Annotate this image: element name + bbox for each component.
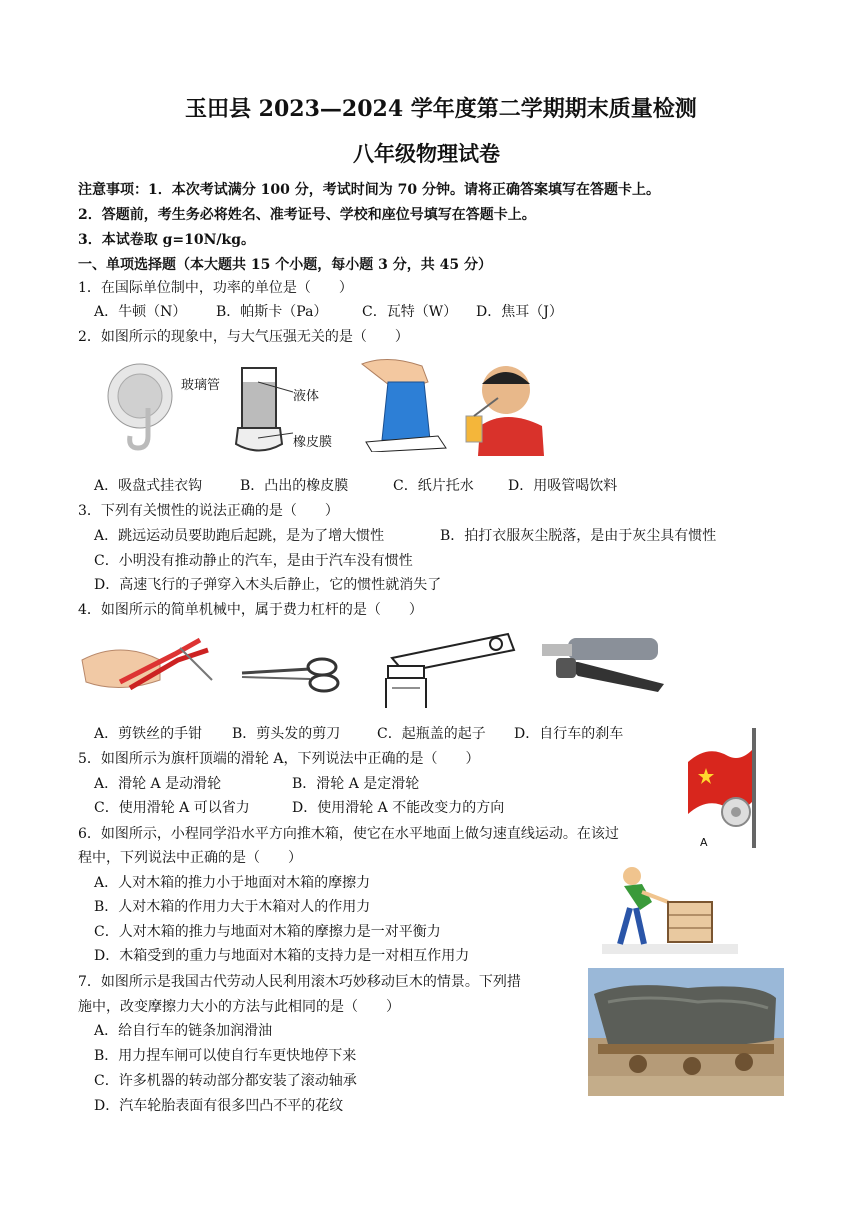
q4-option-b: B．剪头发的剪刀 xyxy=(232,726,341,742)
q2-stem: 2．如图所示的现象中，与大气压强无关的是（ ） xyxy=(78,329,409,345)
q1-option-a: A．牛顿（N） xyxy=(94,304,187,320)
q1-option-d: D．焦耳（J） xyxy=(476,304,563,320)
label-lines xyxy=(258,378,298,448)
q6-option-a: A．人对木箱的推力小于地面对木箱的摩擦力 xyxy=(94,875,371,891)
q6-option-b: B．人对木箱的作用力大于木箱对人的作用力 xyxy=(94,899,371,915)
q4-option-c: C．起瓶盖的起子 xyxy=(377,726,486,742)
flagpole-pulley-figure xyxy=(684,726,768,851)
pushing-box-figure xyxy=(602,862,740,956)
q7-stem-line2: 施中，改变摩擦力大小的方法与此相同的是（ ） xyxy=(78,999,400,1015)
note-3: 3．本试卷取 g=10N/kg。 xyxy=(78,232,256,248)
q4-option-d: D．自行车的刹车 xyxy=(514,726,624,742)
q6-stem-line1: 6．如图所示，小程同学沿水平方向推木箱，使它在水平地面上做匀速直线运动。在该过 xyxy=(78,826,619,842)
scissors-figure xyxy=(240,655,344,695)
bike-brake-figure xyxy=(538,632,668,707)
q5-option-a: A．滑轮 A 是动滑轮 xyxy=(94,776,222,792)
q2-option-c: C．纸片托水 xyxy=(393,478,474,494)
q5-stem: 5．如图所示为旗杆顶端的滑轮 A，下列说法中正确的是（ ） xyxy=(78,751,480,767)
q6-option-c: C．人对木箱的推力与地面对木箱的摩擦力是一对平衡力 xyxy=(94,924,441,940)
q5-option-b: B．滑轮 A 是定滑轮 xyxy=(292,776,420,792)
bottle-opener-figure xyxy=(378,628,518,710)
q3-option-a: A．跳远运动员要助跑后起跳，是为了增大惯性 xyxy=(94,528,385,544)
q5-option-c: C．使用滑轮 A 可以省力 xyxy=(94,800,250,816)
q4-stem: 4．如图所示的简单机械中，属于费力杠杆的是（ ） xyxy=(78,602,423,618)
note-2: 2．答题前，考生务必将姓名、准考证号、学校和座位号填写在答题卡上。 xyxy=(78,207,536,223)
q1-option-b: B．帕斯卡（Pa） xyxy=(216,304,328,320)
boy-straw-figure xyxy=(460,356,550,456)
q3-stem: 3．下列有关惯性的说法正确的是（ ） xyxy=(78,503,339,519)
label-glass-tube: 玻璃管 xyxy=(181,378,221,393)
q6-option-d: D．木箱受到的重力与地面对木箱的支持力是一对相互作用力 xyxy=(94,948,470,964)
pliers-figure xyxy=(80,630,215,700)
page-title: 玉田县 2023—2024 学年度第二学期期末质量检测 xyxy=(185,96,697,122)
label-liquid: 液体 xyxy=(293,389,320,404)
rolling-logs-photo xyxy=(588,968,784,1096)
q7-option-c: C．许多机器的转动部分都安装了滚动轴承 xyxy=(94,1073,357,1089)
q3-option-c: C．小明没有推动静止的汽车，是由于汽车没有惯性 xyxy=(94,553,413,569)
q7-stem-line1: 7．如图所示是我国古代劳动人民利用滚木巧妙移动巨木的情景。下列措 xyxy=(78,974,521,990)
q4-option-a: A．剪铁丝的手钳 xyxy=(94,726,203,742)
q2-option-a: A．吸盘式挂衣钩 xyxy=(94,478,203,494)
q3-option-b: B．拍打衣服灰尘脱落，是由于灰尘具有惯性 xyxy=(440,528,717,544)
q2-option-b: B．凸出的橡皮膜 xyxy=(240,478,349,494)
section-heading: 一、单项选择题（本大题共 15 个小题，每小题 3 分，共 45 分） xyxy=(78,257,492,273)
q3-option-d: D．高速飞行的子弹穿入木头后静止，它的惯性就消失了 xyxy=(94,577,442,593)
q6-stem-line2: 程中，下列说法中正确的是（ ） xyxy=(78,850,302,866)
suction-hook-figure xyxy=(104,358,184,453)
q2-option-d: D．用吸管喝饮料 xyxy=(508,478,618,494)
q5-option-d: D．使用滑轮 A 不能改变力的方向 xyxy=(292,800,505,816)
q7-option-a: A．给自行车的链条加润滑油 xyxy=(94,1023,273,1039)
label-rubber-membrane: 橡皮膜 xyxy=(293,435,333,450)
pulley-label: A xyxy=(700,836,708,849)
q7-option-d: D．汽车轮胎表面有很多凹凸不平的花纹 xyxy=(94,1098,344,1114)
q1-option-c: C．瓦特（W） xyxy=(362,304,458,320)
q7-option-b: B．用力捏车闸可以使自行车更快地停下来 xyxy=(94,1048,357,1064)
q1-stem: 1．在国际单位制中，功率的单位是（ ） xyxy=(78,280,353,296)
note-1: 注意事项：1．本次考试满分 100 分，考试时间为 70 分钟。请将正确答案填写在答题卡上。 xyxy=(78,182,660,198)
paper-card-water-figure xyxy=(358,352,448,452)
page-subtitle: 八年级物理试卷 xyxy=(353,141,500,166)
